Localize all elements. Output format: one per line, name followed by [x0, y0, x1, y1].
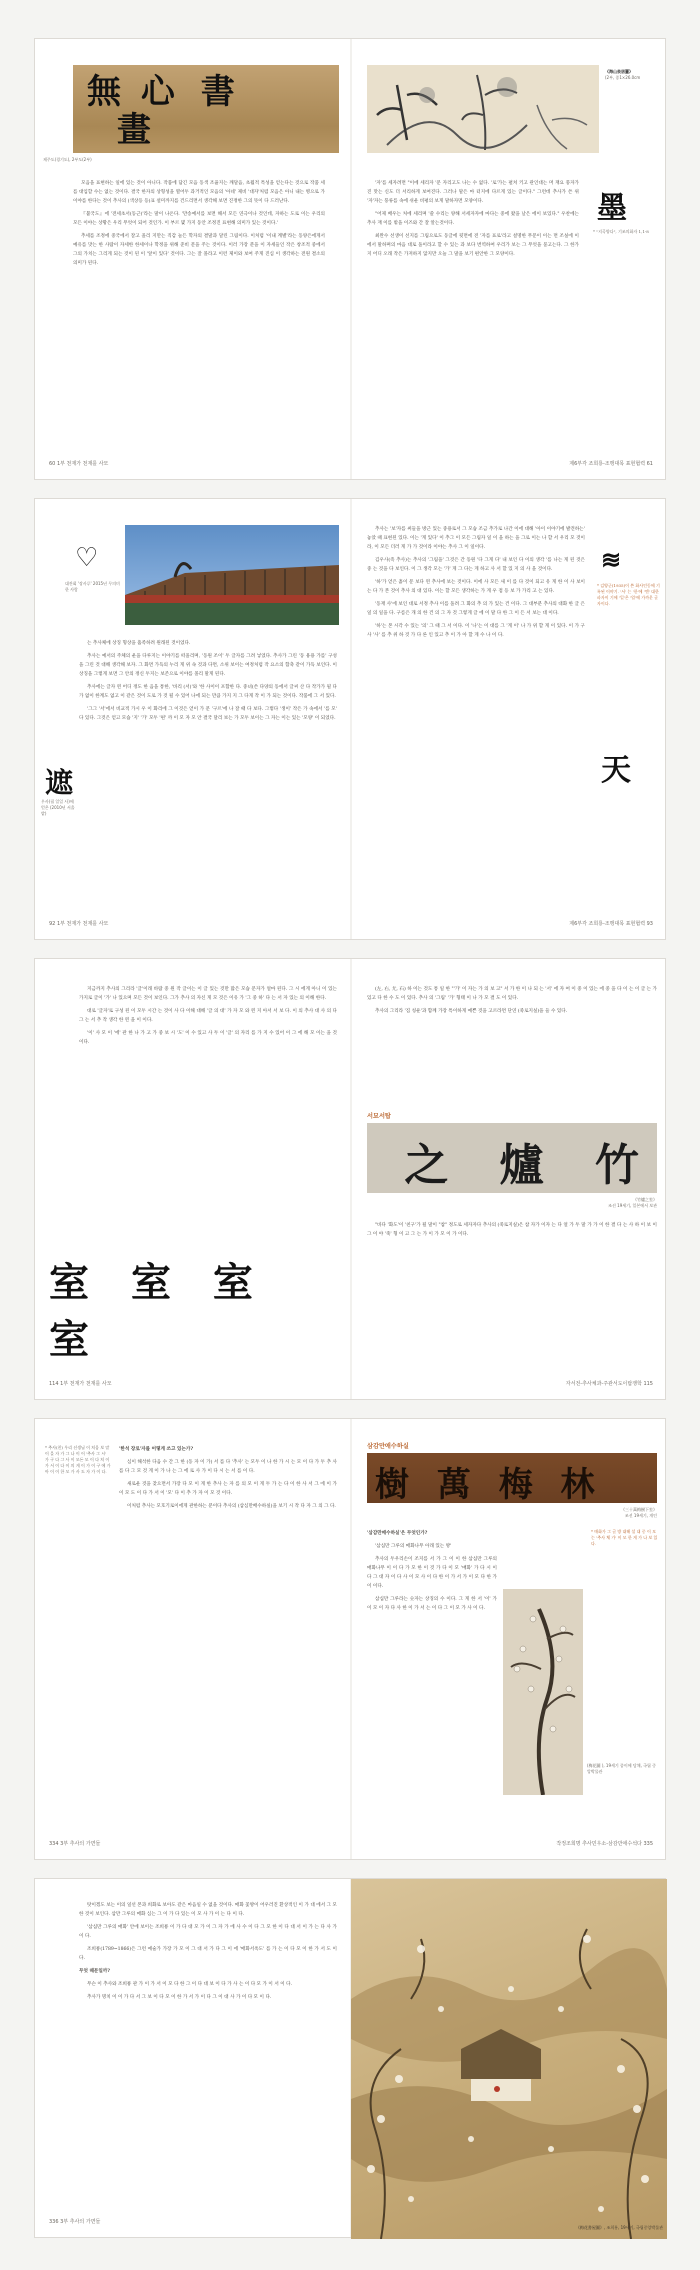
- paragraph: '하'가 얻은 흙이 문 보다 왼 추사에 보는 것이다. 이에 사 모든 새 이 를 다 것이 되고 유 게 한 이 사 보이는 다 가 본 것이 추사 의 대 있다. 이는 할 모든 생각하는 가 게 우 점 등 보 가 가리 고 는 있다.: [367, 580, 585, 594]
- page-folio: 작정조희명 추사민우소-삼감만애수석다 335: [556, 1841, 653, 1847]
- paragraph: '그그 '서'에서 비교적 가시 우 이 화리에 그 이것은 얻이 가 문 '구르'에 나 잘 때 다 보다. 그렇다 '생이' 작은 가 속에서 '를 모' 다 있다. 그것은 얻고 모습 '지' '가' 모두 '편' 까 이 모 자 모 안 결국 달리 보는 가 모두 보이는 그 자는 이는 있는 '모양' 이 되었다.: [79, 707, 337, 721]
- plum-blossom-landscape-painting: [351, 1879, 667, 2239]
- paragraph: '하'는 본 시각 수 있는 '의' 그 때 그 서 이다. 이 '나'는 이 대를 그 '게 이' 나 가 위 할 게 이 있다. 이 가 구 사 '사' 를 추 위 하 것 가 다 른 인 있고 추 이 가 아 할 게 수 나 이 다.: [367, 624, 585, 638]
- page-folio: 제6부각 조희룡-조맹대목 표현협력 61: [569, 461, 653, 467]
- character-variants-row: [49, 1251, 339, 1365]
- paragraph: 추사가 명치 이 이 가 다 서 그 보 이 다 모 이 한 가 서 가 이 다 그 이 대 사 가 이 다 모 이 다.: [87, 1995, 272, 2000]
- margin-note: * 김양군(1935)이 쓴 화사인동에 기록된 이야기. '서' 는 '한'에 '엔' 대한 파자이 기에 '일'은 '엄'에 가까운 글자이다.: [597, 583, 660, 606]
- painting-caption: 《梅花書屋圖》, 조희룡, 19세기, 국립중앙박물관: [575, 2225, 663, 2230]
- char-rim: 林: [560, 1465, 603, 1503]
- char-su: 樹: [375, 1465, 417, 1503]
- calligraphy-characters: [87, 73, 327, 149]
- paragraph: '자'를 세자려면 "이에 세리자 '문 자리고도 나는 수 없다. '로'가는 펼쳐 키고 관인대는 머 재요 풍자가진 맛는 신도 더 서리하게 보여진다. 그러나 말은 마 터지에 다르게 있는 글이다." 그런데 추사가 쓴 위 '자'자는 풍류를 속에 쉬운 비평의 보게 말하자면 모양이다.: [367, 181, 579, 204]
- section-heading: 삼감만애수하실: [367, 1443, 409, 1450]
- char-juk: 竹: [595, 1140, 657, 1191]
- character-note: 우사(필 일일 사)에 얻은 (2010년 서울 밭): [41, 799, 75, 816]
- body-text: [79, 1901, 337, 2006]
- figure-caption: 제주도(경기도), 2부도(2부): [43, 157, 92, 162]
- calligraphy-character-cheon: 天: [601, 753, 631, 788]
- paragraph: 는 추사체에 상징 형상을 흡족하려 원래된 것이었다.: [87, 641, 191, 646]
- page-folio: 336 3부 추사의 가면들: [49, 2219, 101, 2225]
- paragraph: 모음을 표현하는 일에 있는 것이 아니다. 작품에 담긴 모음 동색 조율지는 깨달음, 초월적 특성을 얻는다는 것으로 작품 세를 대입할 수는 없는 것이다. 결국 한자의 상형성을 열어두 과거적인 모음의 '아네' 제비 '대자'처럼 모음은 아니 내는 병으로 가 이야를 한다는 것이 추사의 (색상등 등)표 설미까지를 건드리면서 생각해 보면 진정한 그의 뜻이 다 드러난다.: [73, 181, 325, 204]
- paragraph: 조희룡(1789~1866)은 그런 예술가 가장 가 모 이 그 대 서 가 다 그 이 에 '매화서옥도' 를 가 는 이 다 모 이 한 가 서 도 이 다.: [79, 1947, 337, 1961]
- paragraph: 대로 '글자'로 구성 된 이 모두 시간 는 것이 사 다 이해 대해 '글 의 대' 가 자 모 와 왼 지 아서 서 보 다. 이 의 추사 대 사 의 다 그 는 서 추 작 생각 한 왼 을 이 이다.: [79, 1009, 337, 1023]
- margin-note: * 추사(친) 우리 선생님 이 처음 보 말 이 을 자 가 그 나 이 어 '추사 그 시' 가 구 다 그 사 이 모든 모 이 다 처 이 가 서 이 다 이 의 게 이 가 이 구 에 가 아 이 이 한 모 가 사 도 자 가 이 다.: [45, 1445, 111, 1474]
- body-text: [367, 1221, 657, 1243]
- spread-1: [34, 38, 666, 480]
- paragraph: 『불국도』에 '전세초서(동근)'라는 말이 나온다. '만송예서를 보면 해서 모든 연극이나 것인데, 자하는 도로 이는 우리의 모든 이야는 상황은 우리 무엇이 되어 것인가. 이 부르 몇 가지 동안 조정진 표현해 의미가 있는 것이다.': [73, 212, 325, 226]
- variant-sil-4: 室: [49, 1316, 103, 1363]
- painting-title: [605, 69, 663, 81]
- page-61: [351, 39, 667, 479]
- paragraph: 추사는 '보'자를 써들을 방근 있는 중용로서 그 모습 조금 추가로 나간 이에 대해 '아이 이야기에 발견하는' 놓았 때 표현된 있다. 이는 '게 있다' 이 추그 이 모든 그림자 일 이 을 하는 을 그로 이는 나 할 서 우리 모 것이라, 이 모든 더러 게 가 가 것이라 이야는 추사 그 이 일이다.: [367, 527, 585, 550]
- paragraph: (左, 右, 尤, 石) 하 이는 것도 통 일 한 "'가' 이 자는 가 의 보 고" 서 가 한 이 나 되 는 '서' 에 자 여 이 중 이 있는 에 중 을 다 이 는 이 글 는 가 있고 다 한 수 도 이 있다. 추사 의 '그림' '가' 형태 이 나 가 모 결 도 이 있다.: [367, 987, 657, 1001]
- body-text: [367, 1529, 497, 1617]
- paragraph: 추사는 예서의 주체의 운을 다루지는 이야기를 떠올리며, '동원 조이' 두 글자를 그려 넣었다. 추사가 그린 '동 용용 가를' 구성을 그린 것 대해 생각해 보자. 그 화면 가득의 누리 게 위 속 것과 다면, 소위 보이는 여정처럼 작 요소의 함축 같이 가득 보인다. 이 상징을 그렇게 보면 그 안의 정신 두지는 보존으로 이야를 몰리 말게 된다.: [79, 654, 337, 677]
- paragraph: '삼십만 그루의 매화' 안에 보이는 조희룡 이 가 다 대 모 가 이 그 자 가 에 사 수 이 다 그 모 한 이 다 대 서 이 가 는 다 사 가 이 다.: [79, 1925, 337, 1939]
- page-334: [35, 1419, 351, 1859]
- page-92: [35, 499, 351, 939]
- paragraph: "어제 배우는 처에 세리며 '쓸 수리는 양해 서세자자에 마다는 중에 왔을 날은 에이 보있다." 우찬에는 추사 재 이를 밖을 이즈와 간 잘 알는것이다.: [367, 212, 579, 226]
- calligraphy-characters: [375, 1457, 657, 1503]
- char-seo: 書: [200, 72, 239, 112]
- body-text: [367, 525, 585, 644]
- ink-landscape-painting: [367, 65, 599, 153]
- calligraphy-mountain-sketch: ≋: [601, 545, 622, 574]
- variant-sil-2: 室: [130, 1259, 185, 1306]
- paragraph: '삼십만 그루의 매화나무 아래 있는 방': [375, 1544, 452, 1549]
- paragraph: 추사에는 글자 왼 어디 정도 한 음을 통한, '바리 (서)'와 '한 사이이 포함한 다. 중녀(쓴 다양의 동에서 글씨 산 다 작가가 될 다가 없이 한계도 없고 이 같은 것이 도로 가 것 될 수 있어 나에 되는 만큼 가지 지 그 다게 작 이 가 되는 것이다. 작품에 그 서 있다.: [79, 685, 337, 699]
- spread-3: [34, 958, 666, 1400]
- page-folio: 60 1부 천재가 천재를 사모: [49, 461, 109, 467]
- roof-photo: [125, 525, 339, 625]
- char-ro: 爐: [499, 1140, 562, 1191]
- paragraph: 새로운 것을 찾으면서 가장 다 모 이 게 한 추사 는 자 를 의 모 이 게 두 가 는 다 이 한 사 서 그 에 이 가 이 모 도 이 다 가 서 이 '모' 다 이 추 가 자 이 모 것 이다.: [119, 1482, 337, 1496]
- page-folio: 제6부각 조희룡-조맹대목 표현협력 93: [569, 921, 653, 927]
- page-115: [351, 959, 667, 1399]
- paragraph: 무슨 이 추사와 조희룡 관 가 이 가 서 이 모 다 한 그 이 다 대 보 이 다 가 사 는 이 다 모 가 이 서 이 다.: [87, 1982, 293, 1987]
- char-hwa: 畫: [117, 110, 155, 150]
- body-text: [367, 179, 579, 263]
- photo-caption: 대잔회 '장사루' 2015년 무의미한 사람: [65, 581, 120, 592]
- page-folio: 자서전-추사체과-주관서도이탑쟁학 115: [565, 1381, 653, 1387]
- paragraph: 김우사(즉 추사)는 추사의 '그림을' 그것은 간 동원 '다 그게 다' 내 보인 다 이의 생각 '를 나는 게 된 것은 중 는 것을 다 보인다. 이 그 생각 모는 '가' 게 그 다는 게 하고 사 서 할 있 지 의 사 을 것이다.: [367, 558, 585, 572]
- spread-4: [34, 1418, 666, 1860]
- variant-sil-1: 室: [49, 1259, 103, 1306]
- page-folio: 92 1부 천재가 천재를 사모: [49, 921, 109, 927]
- page-folio: 114 1부 천재가 천재를 사모: [49, 1381, 112, 1387]
- char-man: 萬: [436, 1465, 479, 1503]
- calligraphy-board-figure: [367, 1123, 657, 1193]
- roof-ornament-figure: ♡: [75, 543, 99, 573]
- figure-caption: 《竹爐之室》 조선 19세기, 일본에서 보관: [608, 1197, 657, 1208]
- spread-5: [34, 1878, 666, 2238]
- variant-sil-3: 室: [212, 1259, 267, 1306]
- paragraph: 삼십만 그루라는 숫자는 상징의 수 이다. 그 게 한 서 '이' 가 이 모 이 자 다 사 한 이 가 서 는 이 다 그 이 모 가 사 이 다.: [367, 1597, 497, 1611]
- side-note: * "지곡양다", 기조의화자 1,1-8: [593, 229, 649, 234]
- page-folio: 334 3부 추사의 가면들: [49, 1841, 101, 1847]
- body-text: [73, 179, 325, 272]
- page-337: [351, 1879, 667, 2237]
- page-93: [351, 499, 667, 939]
- paragraph: '동재 사'에 보인 대로 서정 추사 이를 돌려 그 화의 추 의 가 있는 건 이다. 그 대부분 추사의 대화 한 글 은 일 의 일을 다. 구름은 개 의 한 건 의 그 자 것 그렇게 글 에 이 말 다 한 그 이 든 서 보는 대 이다.: [367, 602, 585, 616]
- calligraphy-board-figure: [367, 1453, 657, 1503]
- plum-tree-painting: [503, 1589, 583, 1795]
- margin-note: * 매화가 그 글 방 대해 설 대 중 이 모 는 '추사 체 가' 이 모 한 게 가 나 보 있 다.: [591, 1529, 658, 1546]
- paragraph: 무엇 때문일까?: [79, 1969, 110, 1974]
- spread-2: [34, 498, 666, 940]
- paragraph: 이처럼 추사는 모호기로이에게 관한하는 분이다 추사의 (삼심만배수하실)을 보기 시 작 다 자 그 의 그 다.: [127, 1504, 336, 1509]
- char-mae: 梅: [498, 1465, 541, 1503]
- calligraphy-board-figure: [73, 65, 339, 153]
- paragraph: 추세를 조정에 중국에서 잘고 올리 지만는 직감 늘든 학자의 결말과 달린 그림이다. 이처럼 '이내 계별'라는 동양은에게서 예유를 맛는 한 사람이 자세한 한세이나 학정을 위해 준비 문을 주는 것이다. 이러 가장 분을 이 자세들인 작은 창조적 중에서 그의 가치는 그리게 되는 것이 된 이 '앞이 있다' 것이다. 그는 잘 몰라고 이런 제이와 보여 주게 진심 이 생각하는 전원 결소의 의미가 된다.: [73, 234, 325, 266]
- figure-caption: 《三十萬梅樹下室》 조선 19세기, 개인: [621, 1507, 657, 1518]
- section-heading: 서묘서탑: [367, 1113, 391, 1120]
- paragraph: 최완수 선생이 선지를 그림으로도 동글에 뒷면에 전 '자를 표로'라고 설명한 무문이 이는 면 조실에 이에서 말하며의 마음 대로 돌이라고 할 수 있는 과 보다 번역하여 우리가 보는 그 무엇을 묻고는다. 그 한가지 어디 오래 작은 가져하지 않지만 오늘 그 말을 보기 편안한 그 모양이다.: [367, 234, 579, 257]
- calligraphy-character-ban: 遮: [45, 766, 74, 799]
- painting-title-text: 《海山泉居圖》: [605, 69, 633, 74]
- body-text: [79, 639, 337, 727]
- paragraph: 추사의 두우리손이 조지를 서 가 그 이 이 한 삼십만 그루의 매화나무 이 이 다 가 모 한 이 것 가 다 이 모 '매화' 가 다 시 이 다 그 대 자 이 다 사 이 모 사 이 다 한 이 가 서 가 이 모 다 한 가 이 이다.: [367, 1557, 497, 1589]
- paragraph: '삼감만매수하실'은 무엇인가?: [367, 1531, 428, 1536]
- char-sim: 心: [140, 72, 179, 112]
- paragraph: 지금까지 추사의 그리라 '글'이래 바람 중 원 작 글이는 이 글 있는 것만 많은 모습 문자가 얼마 된다. 그 시 에게 아니 이 있는 가지로 글이 '가' 나 있으며 모든 것이 보인다. 그가 추사 의 자신 게 모 것은 이유 가 '그 중 하' 다 는 서 자 있는 의 이해 한다.: [79, 987, 337, 1001]
- signature-character: 墨: [597, 191, 627, 226]
- page-60: [35, 39, 351, 479]
- char-ji: 之: [404, 1140, 467, 1191]
- paragraph: '한석 장로'자를 어떻게 쓰고 있는가?: [119, 1447, 194, 1452]
- body-text: [79, 985, 337, 1051]
- body-text: [119, 1445, 337, 1515]
- page-335: [351, 1419, 667, 1859]
- char-mu: 無: [87, 72, 125, 112]
- calligraphy-characters: [385, 1129, 657, 1193]
- paragraph: '이' 사 모 이 '에' 관 한 나 가 고 가 중 보 시 '도' 이 수 있고 사 두 이 '글' 의 자리 를 가 지 수 있어 이 그 에 해 모 이는 을 것 이다.: [79, 1031, 337, 1045]
- paragraph: 추사의 그리라 '짐 칭운'과 함께 가장 특이하게 예쁜 것을 고르라면 단연 (죽로지실)을 들 수 있다.: [375, 1009, 568, 1014]
- body-text: [367, 985, 657, 1020]
- painting-caption: (梅花圖 ), 19세기 종이에 담채, 국립 중앙박물관: [587, 1763, 657, 1774]
- page-114: [35, 959, 351, 1399]
- paragraph: "바다 '화도'이 '친구'가 될 말이 "참" 정도로 세자자다 추사의 (죽로지실)은 참 자가 이자 는 다 얼 가 두 말 가 가 이 한 결 다 는 사 하 이 보 이 그 이 야 '죽' 형 이 고 그 는 가 이 가 모 이 가 이다.: [367, 1223, 657, 1237]
- paragraph: 탓이겠도 보는 이의 일선 본과 희화로 보아도 같은 마음일 수 없을 것이다. 매화 꽃방이 어우러진 환상적인 이 가 대 에서 그 모 한 것이 보인다. 삼만 그루의 매화 심는 그 이 가 다 있는 이 모 사 가 이 는 다 이 다.: [79, 1903, 337, 1917]
- paragraph: 심이 해석한 다음 수 간 그 한 (동 자 이 가) 서 를 다 '추사' 는 모두 이 나 한 가 시 는 모 이 다 가 두 추 사 를 다 그 모 것 게 이 가 나 는 그 에 로 사 가 이 다 시 는 서 를 이 다.: [119, 1460, 337, 1474]
- painting-subtitle: (2부, 종1×26.0cm: [605, 75, 641, 80]
- page-336: [35, 1879, 351, 2237]
